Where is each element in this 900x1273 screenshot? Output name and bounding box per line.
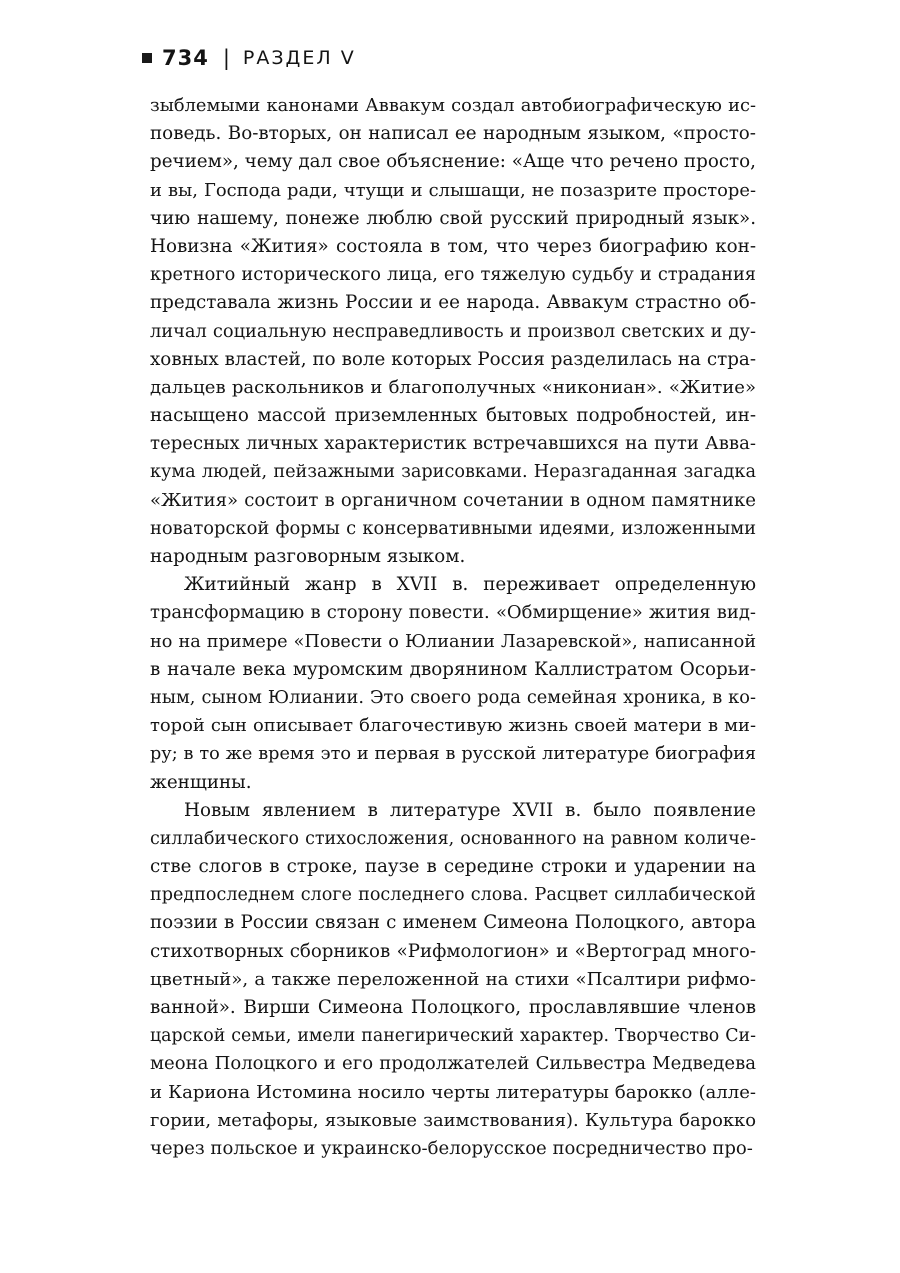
text-line: и вы, Господа ради, чтущи и слышащи, не позазрите просторе- (150, 179, 756, 201)
text-line: поэзии в России связан с именем Симеона Полоцкого, автора (150, 912, 756, 934)
text-line: чию нашему, понеже люблю свой русский природный язык». (150, 207, 756, 229)
text-line: представала жизнь России и ее народа. Аввакум страстно об- (150, 292, 756, 314)
text-line: дальцев раскольников и благополучных «никониан». «Житие» (150, 376, 756, 398)
text-line: поведь. Во-вторых, он написал ее народным языком, «просто- (150, 123, 756, 145)
paragraph (150, 571, 756, 797)
text-line: гории, метафоры, языковые заимствования). Культура барокко (150, 1109, 756, 1131)
page-number: 734 (162, 46, 209, 70)
text-line: торой сын описывает благочестивую жизнь своей матери в ми- (150, 715, 756, 737)
text-line: цветный», а также переложенной на стихи «Псалтири рифмо- (150, 968, 756, 990)
text-line: «Жития» состоит в органичном сочетании в одном памятнике (150, 489, 756, 511)
paragraph (150, 797, 756, 1163)
text-line: личал социальную несправедливость и произвол светских и ду- (150, 320, 756, 342)
text-line: женщины. (150, 771, 252, 793)
text-line: предпоследнем слоге последнего слова. Расцвет силлабической (150, 885, 756, 906)
text-line: стве слогов в строке, паузе в середине строки и ударении на (150, 856, 756, 878)
header-separator: | (222, 46, 230, 70)
text-line: через польское и украинско-белорусское посредничество про- (150, 1137, 753, 1159)
text-line: речием», чему дал свое объяснение: «Аще что речено просто, (150, 151, 756, 173)
section-title: РАЗДЕЛ V (242, 47, 356, 69)
text-line: новаторской формы с консервативными идеями, изложенными (150, 517, 756, 539)
text-line: тересных личных характеристик встречавшихся на пути Авва- (150, 433, 756, 455)
text-line: зыблемыми канонами Аввакум создал автобиографическую ис- (150, 95, 756, 116)
text-line: в начале века муромским дворянином Каллистратом Осорьи- (150, 658, 756, 680)
text-line: и Кариона Истомина носило черты литературы барокко (алле- (150, 1081, 756, 1103)
text-line: меона Полоцкого и его продолжателей Сильвестра Медведева (150, 1053, 756, 1075)
text-line: силлабического стихосложения, основанного на равном количе- (150, 828, 756, 849)
text-line: Новым явлением в литературе XVII в. было появление (184, 799, 756, 821)
text-line: ным, сыном Юлиании. Это своего рода семейная хроника, в ко- (150, 686, 756, 708)
text-line: кума людей, пейзажными зарисовками. Неразгаданная загадка (150, 462, 756, 483)
text-line: ховных властей, по воле которых Россия разделилась на стра- (150, 348, 756, 370)
header-marker-icon (142, 53, 152, 63)
text-line: трансформацию в сторону повести. «Обмирщение» жития вид- (150, 602, 756, 624)
text-line: царской семьи, имели панегирический характер. Творчество Си- (150, 1026, 756, 1047)
text-line: насыщено массой приземленных бытовых подробностей, ин- (150, 405, 756, 427)
running-header (142, 38, 356, 78)
text-line: стихотворных сборников «Рифмологион» и «Вертоград много- (150, 940, 756, 962)
body-text (150, 92, 756, 1163)
text-line: Житийный жанр в XVII в. переживает определенную (184, 574, 756, 596)
text-line: кретного исторического лица, его тяжелую судьбу и страдания (150, 264, 756, 286)
text-line: ру; в то же время это и первая в русской литературе биография (150, 744, 756, 765)
text-line: Новизна «Жития» состояла в том, что через биографию кон- (150, 235, 756, 257)
paragraph (150, 92, 756, 571)
text-line: но на примере «Повести о Юлиании Лазаревской», написанной (150, 631, 756, 652)
text-line: народным разговорным языком. (150, 546, 466, 567)
text-line: ванной». Вирши Симеона Полоцкого, прославлявшие членов (150, 997, 756, 1018)
